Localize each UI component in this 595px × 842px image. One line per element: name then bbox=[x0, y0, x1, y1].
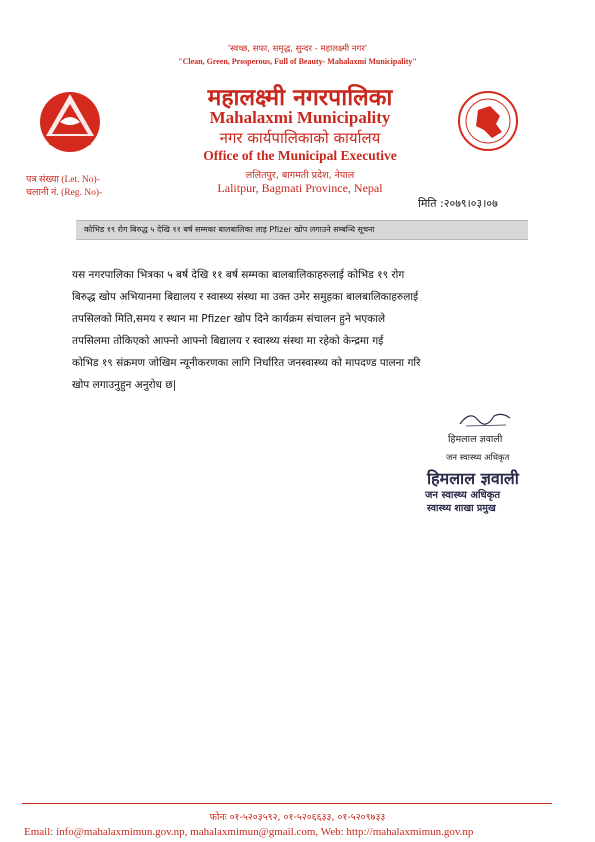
signer-name: हिमलाल ज्ञवाली bbox=[448, 434, 503, 445]
stamp-title: जन स्वास्थ्य अधिकृत bbox=[425, 490, 501, 501]
office-name-en: Office of the Municipal Executive bbox=[203, 148, 397, 163]
document-date: मिति :२०७९।०३।०७ bbox=[418, 197, 498, 210]
registration-number-label: चलानी नं. (Reg. No)- bbox=[26, 188, 103, 198]
municipality-name-np: महालक्ष्मी नगरपालिका bbox=[207, 85, 393, 111]
address-en: Lalitpur, Bagmati Province, Nepal bbox=[217, 181, 383, 195]
stamp-name: हिमलाल ज्ञवाली bbox=[427, 469, 519, 488]
footer-divider bbox=[22, 803, 552, 804]
subject-bar bbox=[76, 220, 528, 240]
body-line-3: तपसिलको मिति,समय र स्थान मा Pfizer खोप दिने कार्यक्रम संचालन हुने भएकाले bbox=[72, 313, 386, 325]
body-line-1: यस नगरपालिका भित्रका ५ बर्ष देखि ११ बर्ष सम्मका बालबालिकाहरुलाई कोभिड १९ रोग bbox=[72, 269, 405, 281]
body-line-4: तपसिलमा तोकिएको आफ्नो आफ्नो बिद्यालय र स्वास्थ्य संस्था मा रहेको केन्द्रमा गई bbox=[72, 335, 384, 347]
municipality-name-en: Mahalaxmi Municipality bbox=[209, 108, 391, 127]
signature-icon bbox=[456, 406, 516, 430]
letter-number-label: पत्र संख्या (Let. No)- bbox=[26, 175, 100, 185]
subject-text: कोभिड १९ रोग बिरुद्ध ५ देखि ११ बर्ष सम्मका बालबालिका लाइ Pfizer खोप लगाउने सम्बन्धि सूचना bbox=[84, 225, 375, 234]
signer-title: जन स्वास्थ्य अधिकृत bbox=[446, 453, 510, 463]
address-np: ललितपुर, बागमती प्रदेश, नेपाल bbox=[245, 170, 355, 181]
footer-phone: फोनः ०१-५२०३५९२, ०१-५२०६६३३, ०१-५२०९७३३ bbox=[209, 812, 386, 823]
municipality-seal-icon bbox=[456, 88, 520, 154]
stamp-department: स्वास्थ्य शाखा प्रमुख bbox=[427, 503, 496, 514]
slogan-en: "Clean, Green, Prosperous, Full of Beauty- Mahalaxmi Municipality" bbox=[178, 57, 417, 66]
slogan-np: 'स्वच्छ, सफा, समृद्ध, सुन्दर - महालक्ष्मी नगर' bbox=[227, 44, 368, 54]
footer-contact: Email: info@mahalaxmimun.gov.np, mahalaxmimun@gmail.com, Web: http://mahalaxmimun.gov.np bbox=[24, 826, 474, 838]
nepal-emblem-icon bbox=[32, 82, 108, 158]
body-line-2: बिरुद्ध खोप अभियानमा बिद्यालय र स्वास्थ्य संस्था मा उक्त उमेर समुहका बालबालिकाहरुलाई bbox=[72, 291, 419, 303]
body-line-5: कोभिड १९ संक्रमण जोखिम न्यूनीकरणका लागि निर्धारित जनस्वास्थ्य को मापदण्ड पालना गरि bbox=[72, 357, 421, 369]
body-line-6: खोप लगाउनुहुन अनुरोध छ| bbox=[72, 379, 177, 391]
office-name-np: नगर कार्यपालिकाको कार्यालय bbox=[219, 129, 381, 147]
